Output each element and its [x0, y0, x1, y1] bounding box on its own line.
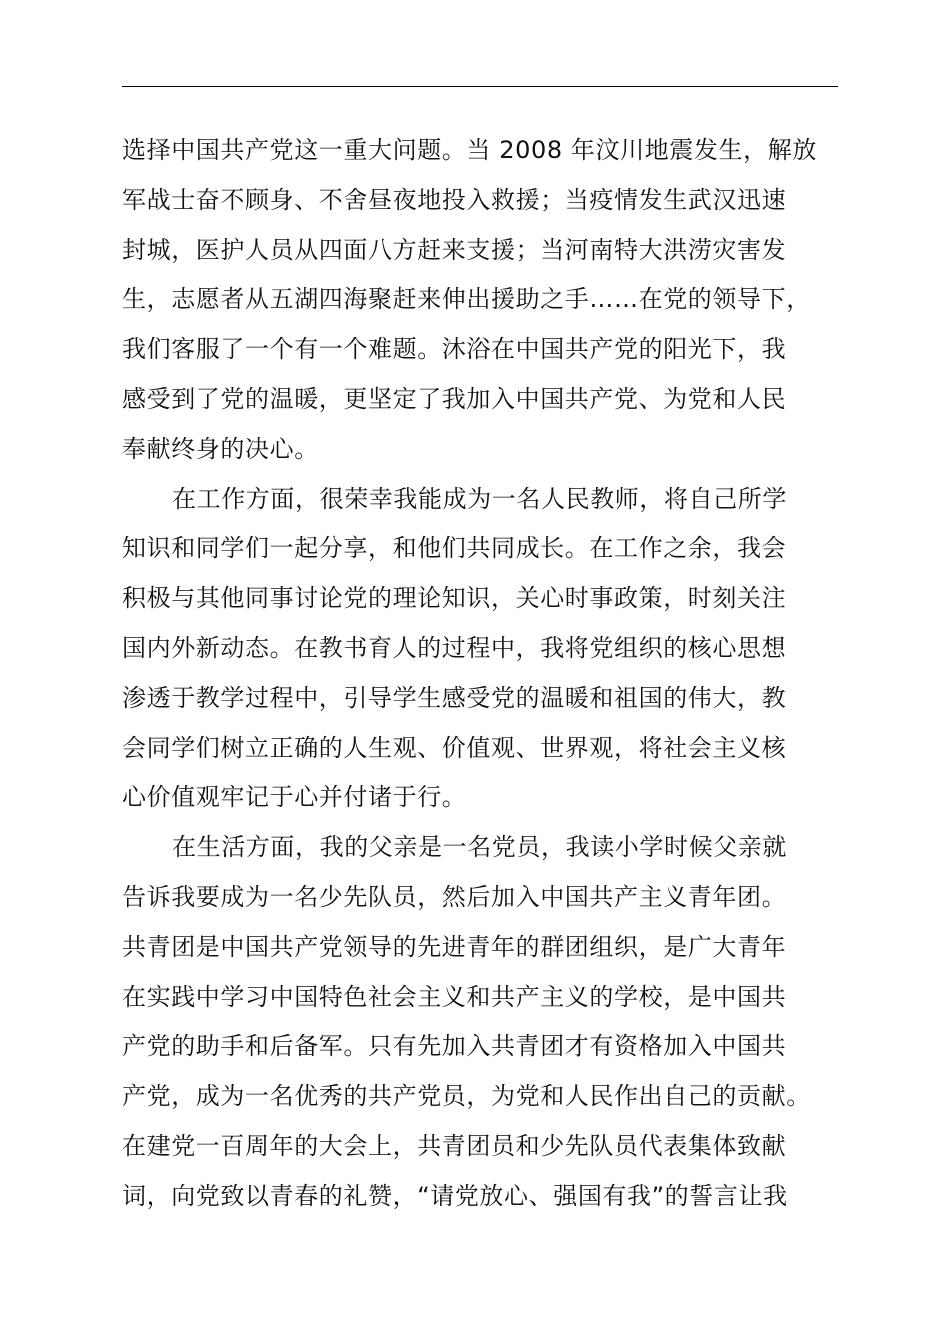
text-line: 封城，医护人员从四面八方赶来支援；当河南特大洪涝灾害发 — [122, 235, 787, 264]
text-line: 产党的助手和后备军。只有先加入共青团才有资格加入中国共 — [122, 1032, 787, 1061]
paragraph-start-line: 在生活方面，我的父亲是一名党员，我读小学时候父亲就 — [172, 833, 787, 862]
text-line: 心价值观牢记于心并付诸于行。 — [122, 783, 467, 812]
text-line: 奉献终身的决心。 — [122, 434, 319, 463]
text-line: 在建党一百周年的大会上，共青团员和少先队员代表集体致献 — [122, 1131, 787, 1160]
text-line: 知识和同学们一起分享，和他们共同成长。在工作之余，我会 — [122, 534, 787, 563]
text-line: 国内外新动态。在教书育人的过程中，我将党组织的核心思想 — [122, 633, 787, 662]
text-line: 共青团是中国共产党领导的先进青年的群团组织，是广大青年 — [122, 932, 787, 961]
text-line: 军战士奋不顾身、不舍昼夜地投入救援；当疫情发生武汉迅速 — [122, 185, 787, 214]
header-rule — [122, 86, 838, 87]
text-line: 词，向党致以青春的礼赞，“请党放心、强国有我”的誓言让我 — [122, 1181, 788, 1210]
text-line: 感受到了党的温暖，更坚定了我加入中国共产党、为党和人民 — [122, 384, 787, 413]
text-line: 我们客服了一个有一个难题。沐浴在中国共产党的阳光下，我 — [122, 335, 787, 364]
text-line: 会同学们树立正确的人生观、价值观、世界观，将社会主义核 — [122, 733, 787, 762]
text-line: 生，志愿者从五湖四海聚赶来伸出援助之手……在党的领导下， — [122, 285, 811, 314]
text-line: 积极与其他同事讨论党的理论知识，关心时事政策，时刻关注 — [122, 584, 787, 613]
text-line: 告诉我要成为一名少先队员，然后加入中国共产主义青年团。 — [122, 882, 787, 911]
text-line: 渗透于教学过程中，引导学生感受党的温暖和祖国的伟大，教 — [122, 683, 787, 712]
text-line: 产党，成为一名优秀的共产党员，为党和人民作出自己的贡献。 — [122, 1082, 811, 1111]
paragraph-start-line: 在工作方面，很荣幸我能成为一名人民教师，将自己所学 — [172, 484, 787, 513]
text-line: 在实践中学习中国特色社会主义和共产主义的学校，是中国共 — [122, 982, 787, 1011]
body-text — [122, 126, 862, 1222]
text-line: 选择中国共产党这一重大问题。当 2008 年汶川地震发生，解放 — [122, 136, 817, 164]
